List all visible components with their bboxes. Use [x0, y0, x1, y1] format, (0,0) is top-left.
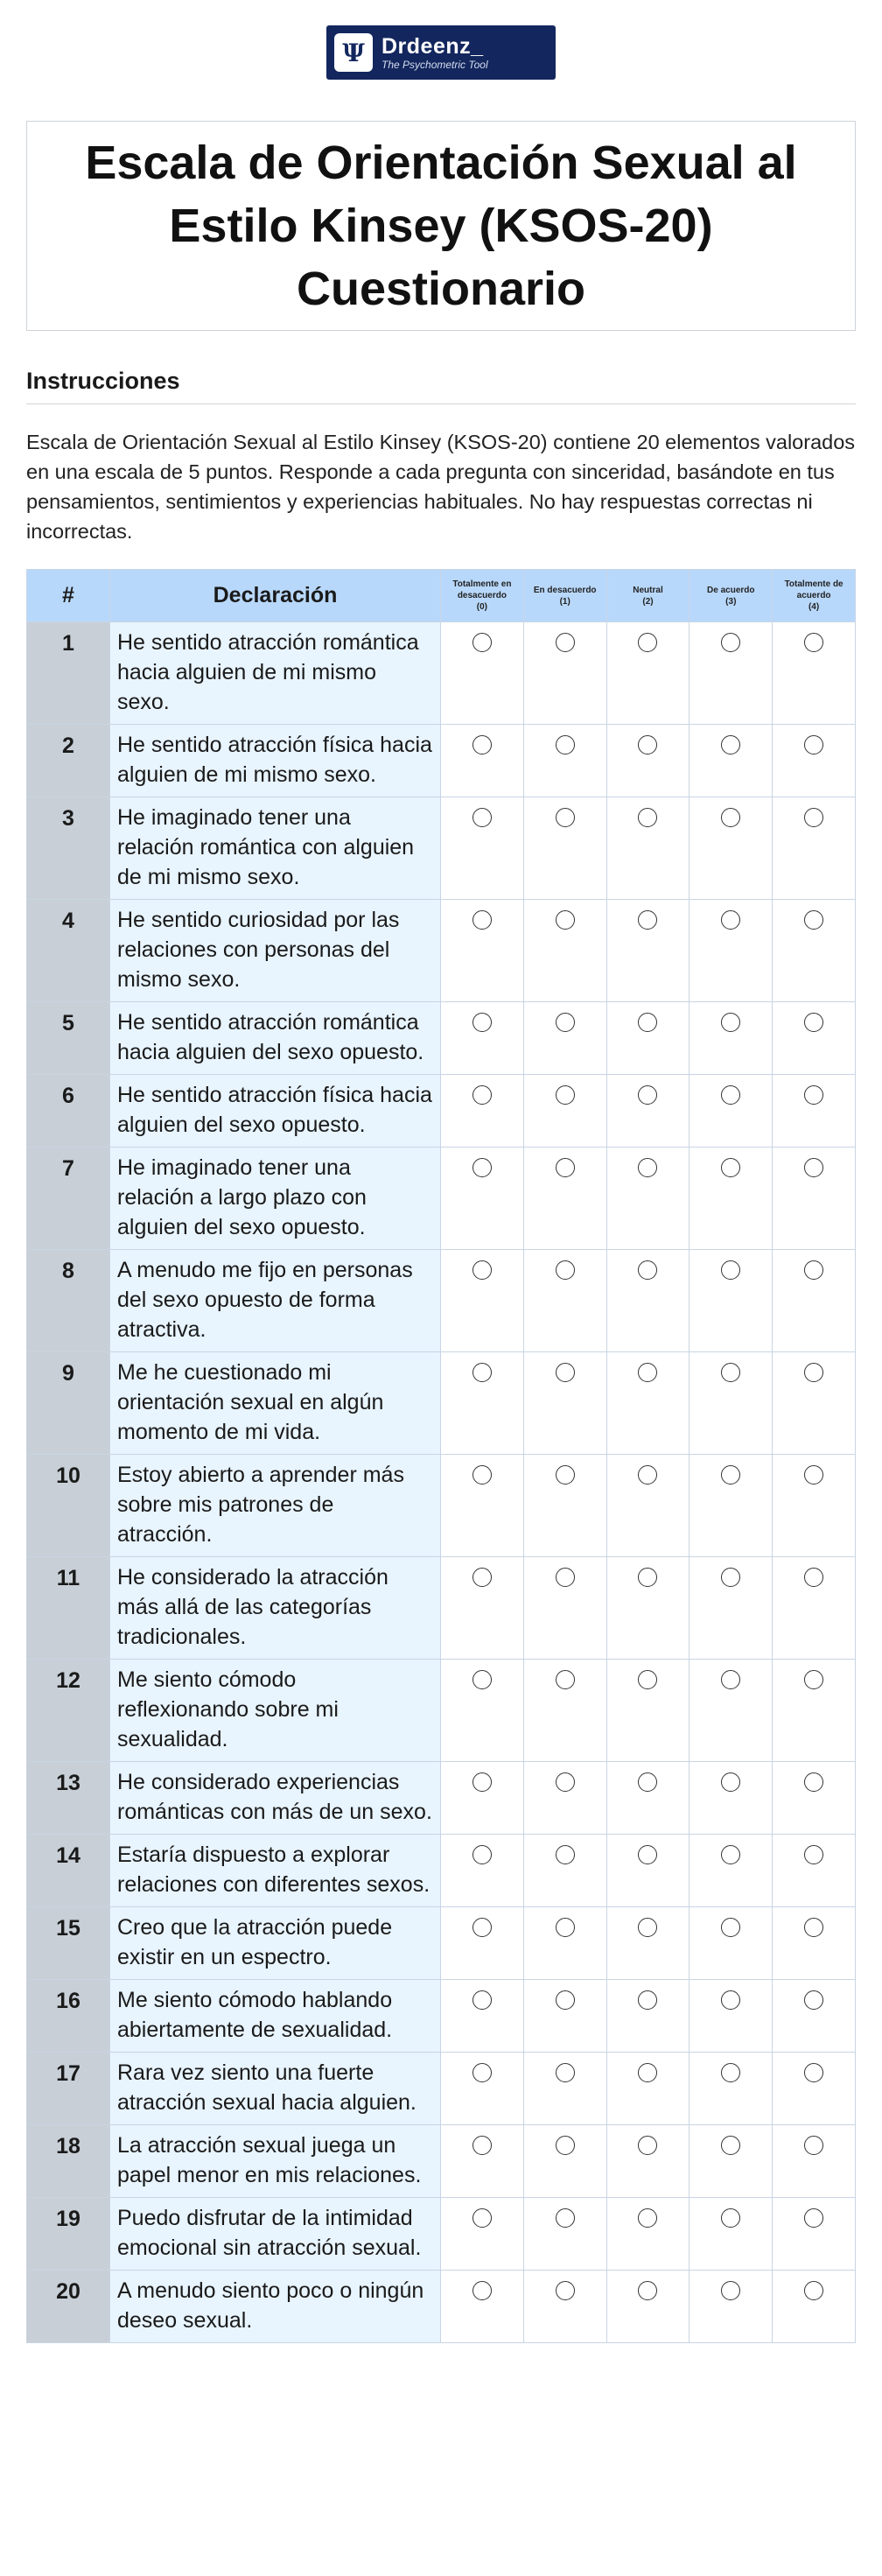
option-cell-0 [441, 1762, 524, 1835]
item-number: 3 [27, 797, 110, 900]
option-cell-0 [441, 1075, 524, 1148]
table-row [27, 2198, 856, 2271]
radio-option-4[interactable] [804, 1085, 823, 1105]
radio-option-2[interactable] [638, 808, 657, 827]
option-cell-3 [690, 1762, 773, 1835]
table-row [27, 1660, 856, 1762]
table-row [27, 1762, 856, 1835]
radio-option-2[interactable] [638, 633, 657, 652]
radio-option-2[interactable] [638, 1772, 657, 1792]
option-cell-0 [441, 900, 524, 1002]
radio-option-4[interactable] [804, 1670, 823, 1689]
col-header-option-3: De acuerdo (3) [690, 570, 773, 622]
item-statement: He sentido atracción física hacia alguien de mi mismo sexo. [110, 725, 441, 797]
radio-option-1[interactable] [556, 2208, 575, 2228]
radio-option-0[interactable] [472, 1363, 492, 1382]
radio-option-3[interactable] [721, 735, 740, 755]
option-cell-2 [606, 1002, 690, 1075]
radio-option-4[interactable] [804, 735, 823, 755]
option-cell-1 [523, 1352, 606, 1455]
option-cell-2 [606, 797, 690, 900]
item-number: 14 [27, 1835, 110, 1907]
item-statement: He considerado la atracción más allá de las categorías tradicionales. [110, 1557, 441, 1660]
item-number: 17 [27, 2053, 110, 2125]
radio-option-0[interactable] [472, 1918, 492, 1937]
radio-option-3[interactable] [721, 633, 740, 652]
radio-option-4[interactable] [804, 1568, 823, 1587]
option-cell-0 [441, 1660, 524, 1762]
option-cell-2 [606, 1075, 690, 1148]
option-cell-0 [441, 1352, 524, 1455]
brand-tagline: The Psychometric Tool [382, 59, 488, 71]
table-row [27, 1250, 856, 1352]
radio-option-2[interactable] [638, 1568, 657, 1587]
radio-option-0[interactable] [472, 1013, 492, 1032]
radio-option-4[interactable] [804, 1990, 823, 2010]
option-cell-3 [690, 1835, 773, 1907]
option-cell-2 [606, 2198, 690, 2271]
radio-option-3[interactable] [721, 1918, 740, 1937]
option-cell-2 [606, 1455, 690, 1557]
radio-option-1[interactable] [556, 1772, 575, 1792]
brand-logo [326, 25, 556, 80]
item-number: 9 [27, 1352, 110, 1455]
option-cell-1 [523, 2053, 606, 2125]
option-cell-1 [523, 900, 606, 1002]
item-statement: He imaginado tener una relación a largo plazo con alguien del sexo opuesto. [110, 1148, 441, 1250]
radio-option-2[interactable] [638, 2281, 657, 2300]
radio-option-0[interactable] [472, 633, 492, 652]
option-cell-1 [523, 1075, 606, 1148]
instructions-body: Escala de Orientación Sexual al Estilo Kinsey (KSOS-20) contiene 20 elementos valorados en una escala de 5 puntos. Responde a cada pregunta con sinceridad, basándote en tus pensamientos, sentimientos y experiencias habituales. No hay respuestas correctas ni incorrectas. [26, 431, 856, 543]
option-cell-3 [690, 2053, 773, 2125]
option-cell-1 [523, 2198, 606, 2271]
option-cell-4 [773, 1455, 856, 1557]
item-number: 6 [27, 1075, 110, 1148]
option-cell-3 [690, 2198, 773, 2271]
option-cell-1 [523, 797, 606, 900]
col-header-option-1: En desacuerdo (1) [523, 570, 606, 622]
item-number: 10 [27, 1455, 110, 1557]
radio-option-1[interactable] [556, 1260, 575, 1280]
radio-option-4[interactable] [804, 2136, 823, 2155]
option-cell-0 [441, 2125, 524, 2198]
option-cell-2 [606, 2125, 690, 2198]
option-cell-2 [606, 1660, 690, 1762]
table-row [27, 725, 856, 797]
radio-option-2[interactable] [638, 1465, 657, 1485]
table-row [27, 1557, 856, 1660]
item-number: 20 [27, 2271, 110, 2343]
table-row [27, 2125, 856, 2198]
col-header-number: # [27, 570, 110, 622]
radio-option-0[interactable] [472, 2281, 492, 2300]
table-row [27, 1455, 856, 1557]
radio-option-1[interactable] [556, 1845, 575, 1864]
item-statement: He sentido atracción física hacia alguien del sexo opuesto. [110, 1075, 441, 1148]
radio-option-0[interactable] [472, 2208, 492, 2228]
option-cell-4 [773, 1557, 856, 1660]
option-cell-1 [523, 622, 606, 725]
option-cell-3 [690, 2125, 773, 2198]
option-cell-4 [773, 1002, 856, 1075]
radio-option-1[interactable] [556, 2063, 575, 2082]
radio-option-3[interactable] [721, 1990, 740, 2010]
radio-option-3[interactable] [721, 1670, 740, 1689]
radio-option-4[interactable] [804, 2281, 823, 2300]
option-cell-4 [773, 2198, 856, 2271]
radio-option-3[interactable] [721, 1260, 740, 1280]
item-statement: A menudo siento poco o ningún deseo sexual. [110, 2271, 441, 2343]
option-cell-1 [523, 1455, 606, 1557]
item-statement: Estaría dispuesto a explorar relaciones con diferentes sexos. [110, 1835, 441, 1907]
option-cell-3 [690, 725, 773, 797]
col-header-option-0: Totalmente en desacuerdo (0) [441, 570, 524, 622]
option-cell-0 [441, 1557, 524, 1660]
radio-option-2[interactable] [638, 2063, 657, 2082]
radio-option-4[interactable] [804, 1158, 823, 1177]
radio-option-1[interactable] [556, 1013, 575, 1032]
radio-option-1[interactable] [556, 910, 575, 930]
item-number: 1 [27, 622, 110, 725]
col-header-option-2: Neutral (2) [606, 570, 690, 622]
item-statement: Creo que la atracción puede existir en un espectro. [110, 1907, 441, 1980]
radio-option-3[interactable] [721, 1772, 740, 1792]
option-cell-3 [690, 2271, 773, 2343]
option-cell-3 [690, 900, 773, 1002]
table-row [27, 1907, 856, 1980]
option-cell-4 [773, 622, 856, 725]
radio-option-1[interactable] [556, 1568, 575, 1587]
radio-option-2[interactable] [638, 1670, 657, 1689]
table-row [27, 1148, 856, 1250]
title-box [26, 121, 856, 331]
radio-option-4[interactable] [804, 910, 823, 930]
table-row [27, 2271, 856, 2343]
option-cell-3 [690, 1002, 773, 1075]
item-statement: He sentido curiosidad por las relaciones con personas del mismo sexo. [110, 900, 441, 1002]
option-cell-1 [523, 1762, 606, 1835]
radio-option-0[interactable] [472, 1670, 492, 1689]
item-number: 7 [27, 1148, 110, 1250]
option-cell-4 [773, 2125, 856, 2198]
radio-option-4[interactable] [804, 1363, 823, 1382]
radio-option-1[interactable] [556, 2136, 575, 2155]
option-cell-4 [773, 1835, 856, 1907]
radio-option-1[interactable] [556, 1158, 575, 1177]
radio-option-1[interactable] [556, 1990, 575, 2010]
radio-option-0[interactable] [472, 1772, 492, 1792]
option-cell-3 [690, 622, 773, 725]
item-statement: Me he cuestionado mi orientación sexual en algún momento de mi vida. [110, 1352, 441, 1455]
radio-option-1[interactable] [556, 1363, 575, 1382]
radio-option-0[interactable] [472, 910, 492, 930]
option-cell-4 [773, 1762, 856, 1835]
radio-option-0[interactable] [472, 1568, 492, 1587]
option-cell-2 [606, 1250, 690, 1352]
item-number: 2 [27, 725, 110, 797]
option-cell-1 [523, 725, 606, 797]
radio-option-0[interactable] [472, 1158, 492, 1177]
option-cell-0 [441, 1250, 524, 1352]
radio-option-2[interactable] [638, 1363, 657, 1382]
option-cell-4 [773, 2271, 856, 2343]
radio-option-2[interactable] [638, 1918, 657, 1937]
radio-option-2[interactable] [638, 1158, 657, 1177]
option-cell-0 [441, 1907, 524, 1980]
item-number: 15 [27, 1907, 110, 1980]
option-cell-1 [523, 1250, 606, 1352]
option-cell-1 [523, 1907, 606, 1980]
radio-option-0[interactable] [472, 1260, 492, 1280]
item-statement: La atracción sexual juega un papel menor en mis relaciones. [110, 2125, 441, 2198]
table-row [27, 622, 856, 725]
col-header-statement: Declaración [110, 570, 441, 622]
option-cell-2 [606, 1980, 690, 2053]
radio-option-4[interactable] [804, 808, 823, 827]
option-cell-3 [690, 1075, 773, 1148]
option-cell-3 [690, 1455, 773, 1557]
item-statement: Rara vez siento una fuerte atracción sexual hacia alguien. [110, 2053, 441, 2125]
option-cell-2 [606, 900, 690, 1002]
option-cell-1 [523, 1835, 606, 1907]
radio-option-0[interactable] [472, 1990, 492, 2010]
table-row [27, 1352, 856, 1455]
radio-option-2[interactable] [638, 1260, 657, 1280]
item-statement: A menudo me fijo en personas del sexo opuesto de forma atractiva. [110, 1250, 441, 1352]
radio-option-3[interactable] [721, 2063, 740, 2082]
questionnaire-table [26, 569, 856, 2343]
radio-option-4[interactable] [804, 1013, 823, 1032]
item-statement: Me siento cómodo hablando abiertamente de sexualidad. [110, 1980, 441, 2053]
radio-option-4[interactable] [804, 1845, 823, 1864]
radio-option-2[interactable] [638, 1990, 657, 2010]
option-cell-2 [606, 1835, 690, 1907]
item-number: 18 [27, 2125, 110, 2198]
radio-option-0[interactable] [472, 2136, 492, 2155]
option-cell-1 [523, 1148, 606, 1250]
option-cell-4 [773, 900, 856, 1002]
option-cell-2 [606, 1557, 690, 1660]
option-cell-2 [606, 622, 690, 725]
radio-option-4[interactable] [804, 2063, 823, 2082]
option-cell-4 [773, 1907, 856, 1980]
item-statement: He sentido atracción romántica hacia alguien de mi mismo sexo. [110, 622, 441, 725]
option-cell-1 [523, 1002, 606, 1075]
radio-option-0[interactable] [472, 735, 492, 755]
radio-option-2[interactable] [638, 735, 657, 755]
brand-name: Drdeenz_ [382, 34, 484, 59]
option-cell-3 [690, 1557, 773, 1660]
table-header-row [27, 570, 856, 622]
option-cell-4 [773, 1660, 856, 1762]
option-cell-2 [606, 1907, 690, 1980]
option-cell-1 [523, 1557, 606, 1660]
option-cell-2 [606, 1762, 690, 1835]
radio-option-4[interactable] [804, 1465, 823, 1485]
radio-option-1[interactable] [556, 1465, 575, 1485]
item-number: 16 [27, 1980, 110, 2053]
table-row [27, 1835, 856, 1907]
radio-option-0[interactable] [472, 1085, 492, 1105]
radio-option-2[interactable] [638, 1085, 657, 1105]
radio-option-3[interactable] [721, 1085, 740, 1105]
option-cell-3 [690, 1352, 773, 1455]
option-cell-0 [441, 1148, 524, 1250]
radio-option-4[interactable] [804, 633, 823, 652]
radio-option-1[interactable] [556, 735, 575, 755]
option-cell-3 [690, 1907, 773, 1980]
psi-icon: Ψ [334, 33, 373, 72]
table-row [27, 797, 856, 900]
radio-option-0[interactable] [472, 1465, 492, 1485]
radio-option-1[interactable] [556, 2281, 575, 2300]
radio-option-4[interactable] [804, 1260, 823, 1280]
option-cell-4 [773, 1250, 856, 1352]
brand-header [0, 0, 882, 80]
option-cell-4 [773, 797, 856, 900]
option-cell-1 [523, 1660, 606, 1762]
item-number: 4 [27, 900, 110, 1002]
radio-option-0[interactable] [472, 808, 492, 827]
radio-option-3[interactable] [721, 1013, 740, 1032]
instructions-heading: Instrucciones [26, 368, 856, 404]
option-cell-3 [690, 1660, 773, 1762]
item-statement: He imaginado tener una relación romántica con alguien de mi mismo sexo. [110, 797, 441, 900]
item-number: 8 [27, 1250, 110, 1352]
option-cell-0 [441, 1455, 524, 1557]
item-statement: Estoy abierto a aprender más sobre mis patrones de atracción. [110, 1455, 441, 1557]
radio-option-2[interactable] [638, 910, 657, 930]
table-row [27, 900, 856, 1002]
item-statement: He considerado experiencias románticas con más de un sexo. [110, 1762, 441, 1835]
option-cell-0 [441, 797, 524, 900]
option-cell-2 [606, 2053, 690, 2125]
option-cell-2 [606, 725, 690, 797]
option-cell-0 [441, 1980, 524, 2053]
table-row [27, 1075, 856, 1148]
option-cell-0 [441, 2271, 524, 2343]
table-row [27, 1002, 856, 1075]
radio-option-3[interactable] [721, 2208, 740, 2228]
option-cell-1 [523, 2125, 606, 2198]
radio-option-3[interactable] [721, 2281, 740, 2300]
item-number: 5 [27, 1002, 110, 1075]
radio-option-2[interactable] [638, 1845, 657, 1864]
option-cell-2 [606, 1148, 690, 1250]
radio-option-0[interactable] [472, 1845, 492, 1864]
radio-option-1[interactable] [556, 1918, 575, 1937]
radio-option-3[interactable] [721, 910, 740, 930]
radio-option-1[interactable] [556, 808, 575, 827]
radio-option-4[interactable] [804, 1918, 823, 1937]
radio-option-3[interactable] [721, 1845, 740, 1864]
option-cell-3 [690, 1980, 773, 2053]
option-cell-3 [690, 1148, 773, 1250]
table-row [27, 1980, 856, 2053]
option-cell-2 [606, 2271, 690, 2343]
radio-option-4[interactable] [804, 1772, 823, 1792]
option-cell-2 [606, 1352, 690, 1455]
radio-option-2[interactable] [638, 2208, 657, 2228]
option-cell-0 [441, 1002, 524, 1075]
option-cell-0 [441, 622, 524, 725]
radio-option-1[interactable] [556, 633, 575, 652]
radio-option-3[interactable] [721, 1568, 740, 1587]
option-cell-3 [690, 1250, 773, 1352]
radio-option-2[interactable] [638, 1013, 657, 1032]
radio-option-3[interactable] [721, 1363, 740, 1382]
item-number: 12 [27, 1660, 110, 1762]
radio-option-3[interactable] [721, 1158, 740, 1177]
radio-option-1[interactable] [556, 1670, 575, 1689]
radio-option-3[interactable] [721, 1465, 740, 1485]
radio-option-3[interactable] [721, 2136, 740, 2155]
item-statement: Puedo disfrutar de la intimidad emocional sin atracción sexual. [110, 2198, 441, 2271]
col-header-option-4: Totalmente de acuerdo (4) [773, 570, 856, 622]
option-cell-4 [773, 2053, 856, 2125]
table-row [27, 2053, 856, 2125]
option-cell-4 [773, 1352, 856, 1455]
radio-option-0[interactable] [472, 2063, 492, 2082]
option-cell-4 [773, 725, 856, 797]
option-cell-1 [523, 2271, 606, 2343]
option-cell-1 [523, 1980, 606, 2053]
item-number: 19 [27, 2198, 110, 2271]
radio-option-2[interactable] [638, 2136, 657, 2155]
option-cell-4 [773, 1075, 856, 1148]
radio-option-4[interactable] [804, 2208, 823, 2228]
item-number: 11 [27, 1557, 110, 1660]
option-cell-0 [441, 725, 524, 797]
radio-option-1[interactable] [556, 1085, 575, 1105]
option-cell-3 [690, 797, 773, 900]
radio-option-3[interactable] [721, 808, 740, 827]
item-statement: He sentido atracción romántica hacia alguien del sexo opuesto. [110, 1002, 441, 1075]
option-cell-0 [441, 2198, 524, 2271]
option-cell-0 [441, 2053, 524, 2125]
page-title: Escala de Orientación Sexual al Estilo Kinsey (KSOS-20) Cuestionario [85, 137, 797, 315]
option-cell-0 [441, 1835, 524, 1907]
item-statement: Me siento cómodo reflexionando sobre mi sexualidad. [110, 1660, 441, 1762]
option-cell-4 [773, 1148, 856, 1250]
option-cell-4 [773, 1980, 856, 2053]
item-number: 13 [27, 1762, 110, 1835]
